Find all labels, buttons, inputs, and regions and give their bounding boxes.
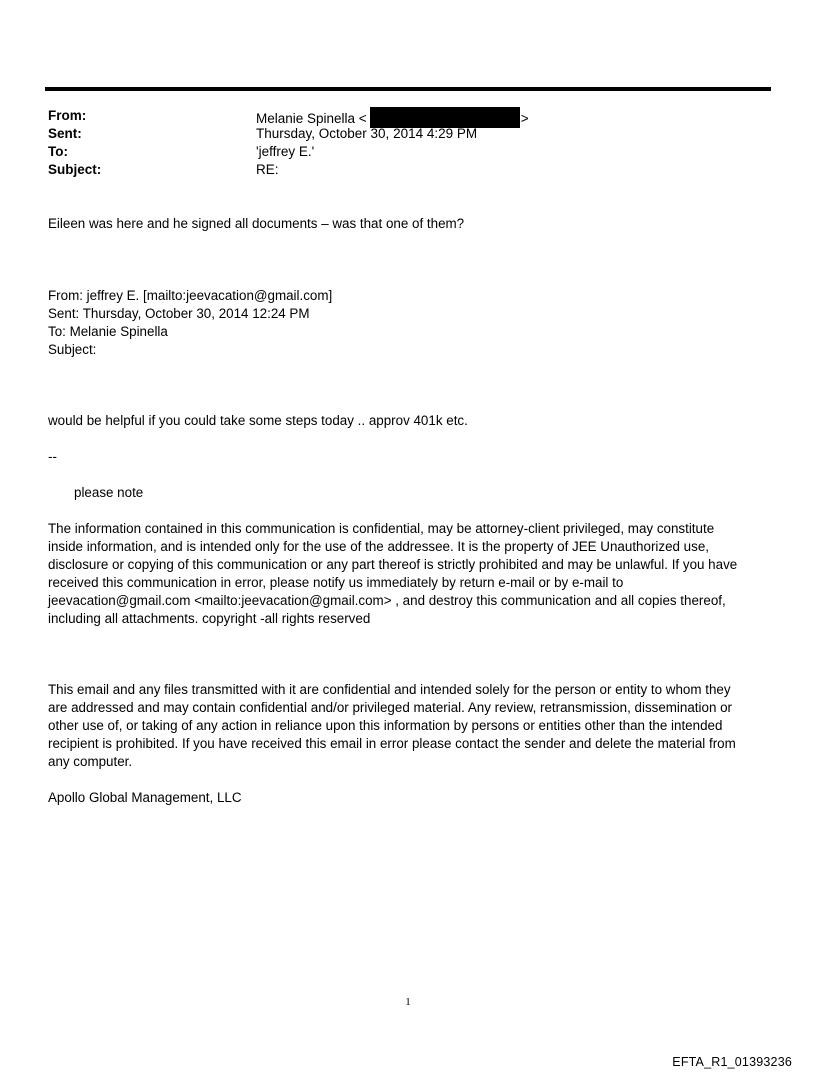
from-close: >: [520, 111, 529, 126]
confidentiality-line: are addressed and may contain confidential and/or privileged material. Any review, retransmission, dissemination or: [48, 700, 733, 715]
sent-value: Thursday, October 30, 2014 4:29 PM: [256, 126, 478, 141]
disclaimer-line: The information contained in this communication is confidential, may be attorney-client privileged, may constitute: [48, 521, 715, 536]
disclaimer-line: jeevacation@gmail.com <mailto:jeevacation@gmail.com> , and destroy this communication and all copies thereof,: [48, 593, 726, 608]
confidentiality-line: any computer.: [48, 754, 133, 769]
from-name: Melanie Spinella <: [256, 111, 367, 126]
confidentiality-line: recipient is prohibited. If you have received this email in error please contact the sender and delete the material from: [48, 736, 736, 751]
from-label: From:: [48, 108, 87, 123]
reply-body: Eileen was here and he signed all documents – was that one of them?: [48, 216, 465, 231]
quoted-to-line: To: Melanie Spinella: [48, 324, 168, 339]
please-note: please note: [74, 485, 144, 500]
to-value: 'jeffrey E.': [256, 144, 315, 159]
page-number: 1: [405, 996, 411, 1008]
bates-number: EFTA_R1_01393236: [672, 1055, 792, 1069]
quoted-from-line: From: jeffrey E. [mailto:jeevacation@gmail.com]: [48, 288, 333, 303]
disclaimer-line: disclosure or copying of this communication or any part thereof is strictly prohibited and may be unlawful. If you have: [48, 557, 738, 572]
quoted-subject-line: Subject:: [48, 342, 97, 357]
disclaimer-line: inside information, and is intended only for the use of the addressee. It is the property of JEE Unauthorized use,: [48, 539, 709, 554]
header-rule: [45, 87, 771, 91]
confidentiality-line: other use of, or taking of any action in reliance upon this information by persons or entities other than the intended: [48, 718, 723, 733]
confidentiality-paragraph: [48, 681, 773, 771]
quoted-body: would be helpful if you could take some steps today .. approv 401k etc.: [48, 413, 468, 428]
disclaimer-paragraph: [48, 520, 773, 628]
sent-label: Sent:: [48, 126, 82, 141]
disclaimer-line: including all attachments. copyright -all rights reserved: [48, 611, 371, 626]
company-name: Apollo Global Management, LLC: [48, 790, 242, 805]
subject-value: RE:: [256, 162, 279, 177]
signature-separator: --: [48, 449, 57, 464]
confidentiality-line: This email and any files transmitted with it are confidential and intended solely for the person or entity to whom they: [48, 682, 731, 697]
subject-label: Subject:: [48, 162, 102, 177]
disclaimer-line: received this communication in error, please notify us immediately by return e-mail or by e-mail to: [48, 575, 624, 590]
quoted-sent-line: Sent: Thursday, October 30, 2014 12:24 PM: [48, 306, 310, 321]
to-label: To:: [48, 144, 68, 159]
